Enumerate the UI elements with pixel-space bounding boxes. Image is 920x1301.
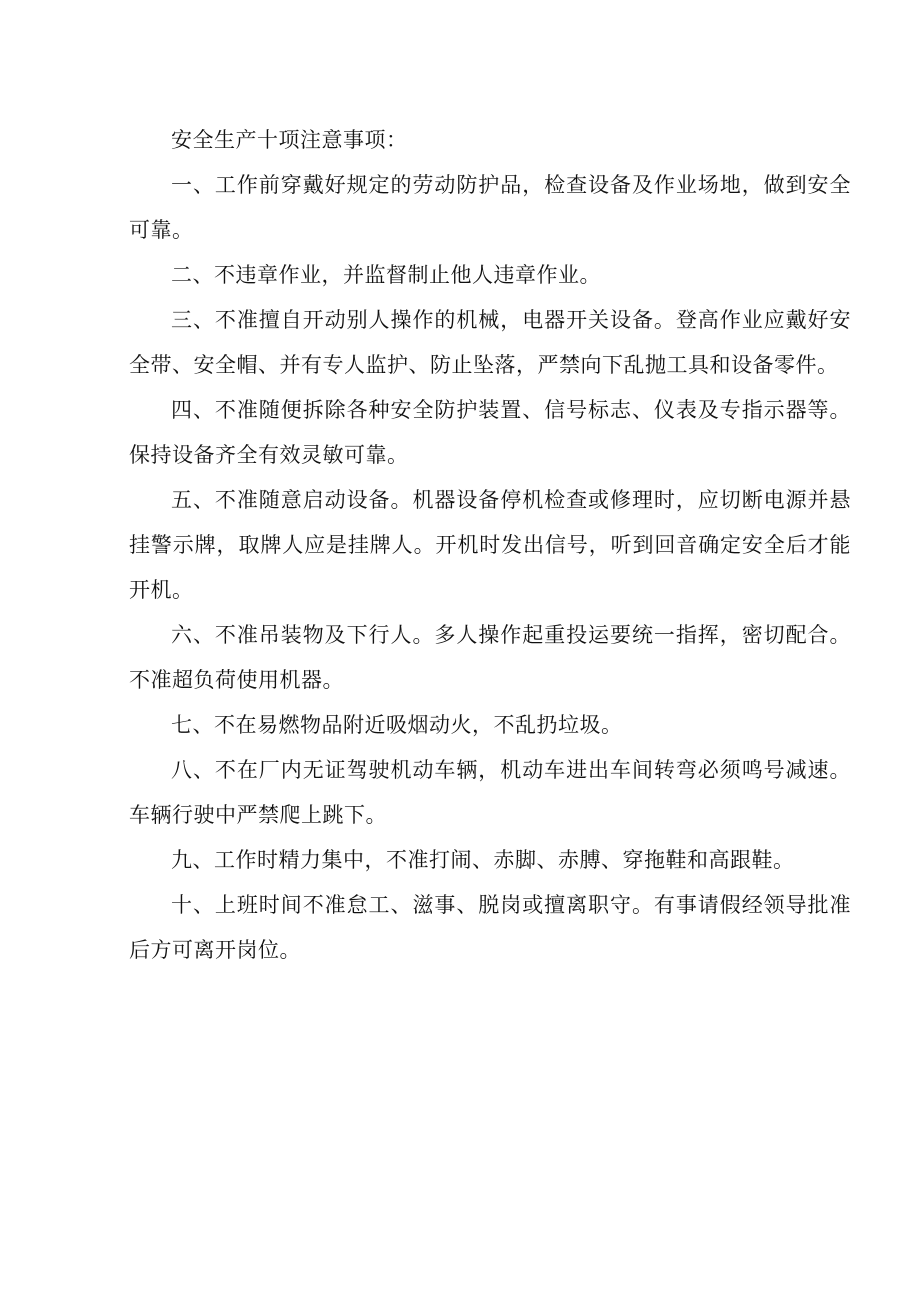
rule-item-7: 七、不在易燃物品附近吸烟动火，不乱扔垃圾。 — [171, 713, 623, 737]
document-heading: 安全生产十项注意事项： — [171, 128, 408, 152]
rule-item-2: 二、不违章作业，并监督制止他人违章作业。 — [171, 263, 601, 287]
rule-item-4: 四、不准随便拆除各种安全防护装置、信号标志、仪表及专指示器等。保持设备齐全有效灵敏可靠。 — [129, 398, 851, 467]
rule-item-6: 六、不准吊装物及下行人。多人操作起重投运要统一指挥，密切配合。不准超负荷使用机器。 — [129, 623, 851, 692]
rule-item-8: 八、不在厂内无证驾驶机动车辆，机动车进出车间转弯必须鸣号减速。车辆行驶中严禁爬上跳下。 — [129, 758, 851, 827]
rule-item-9: 九、工作时精力集中，不准打闹、赤脚、赤膊、穿拖鞋和高跟鞋。 — [171, 848, 795, 872]
document-body — [129, 118, 851, 973]
rule-item-5: 五、不准随意启动设备。机器设备停机检查或修理时，应切断电源并悬挂警示牌，取牌人应是挂牌人。开机时发出信号，听到回音确定安全后才能开机。 — [129, 488, 851, 602]
rule-item-10: 十、上班时间不准怠工、滋事、脱岗或擅离职守。有事请假经领导批准后方可离开岗位。 — [129, 893, 851, 962]
rule-item-3: 三、不准擅自开动别人操作的机械，电器开关设备。登高作业应戴好安全带、安全帽、并有专人监护、防止坠落，严禁向下乱抛工具和设备零件。 — [129, 308, 851, 377]
rule-item-1: 一、工作前穿戴好规定的劳动防护品，检查设备及作业场地，做到安全可靠。 — [129, 173, 851, 242]
